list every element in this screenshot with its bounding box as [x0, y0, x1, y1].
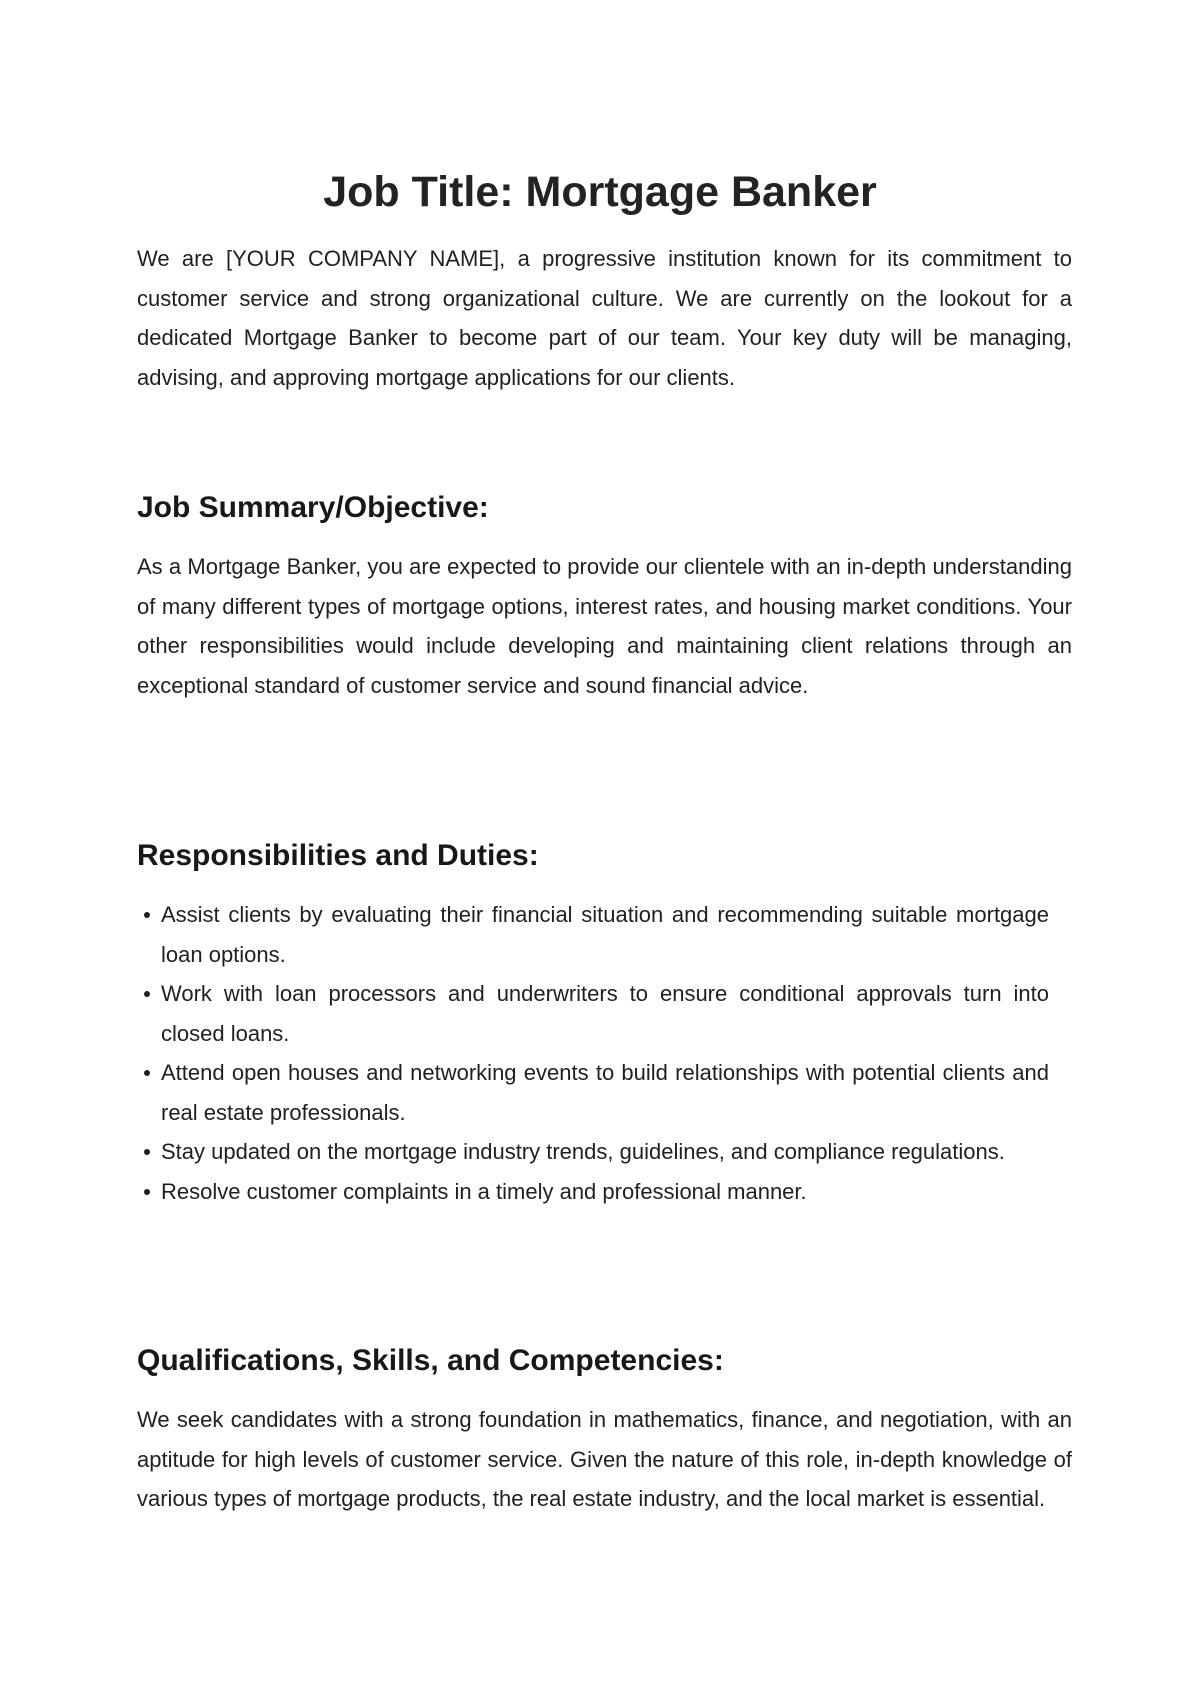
qualifications-paragraph: We seek candidates with a strong foundation in mathematics, finance, and negotiation, with an aptitude for high levels of customer service. Given the nature of this role, in-depth knowledge of various types of mortgage products, the real estate industry, and the local market is essential.: [137, 1407, 1072, 1511]
list-item: [137, 1132, 1049, 1172]
qualifications-heading: Qualifications, Skills, and Competencies:: [137, 1344, 724, 1377]
intro-paragraph: We are [YOUR COMPANY NAME], a progressive institution known for its commitment to customer service and strong organizational culture. We are currently on the lookout for a dedicated Mortgage Banker to become part of our team. Your key duty will be managing, advising, and approving mortgage applications for our clients.: [137, 246, 1072, 390]
list-item: [137, 974, 1049, 1053]
bullet-icon: [144, 912, 150, 918]
job-summary-heading: Job Summary/Objective:: [137, 491, 489, 524]
list-item-text: Attend open houses and networking events to build relationships with potential clients and real estate professionals.: [161, 1060, 1049, 1125]
document-title: Job Title: Mortgage Banker: [323, 168, 877, 216]
list-item-text: Stay updated on the mortgage industry trends, guidelines, and compliance regulations.: [161, 1139, 1005, 1164]
list-item-text: Assist clients by evaluating their financial situation and recommending suitable mortgage loan options.: [161, 902, 1049, 967]
bullet-icon: [144, 991, 150, 997]
responsibilities-list: [137, 895, 1049, 1211]
bullet-icon: [144, 1070, 150, 1076]
responsibilities-heading: Responsibilities and Duties:: [137, 839, 539, 872]
list-item: [137, 1172, 1049, 1212]
list-item: [137, 895, 1049, 974]
job-summary-paragraph: As a Mortgage Banker, you are expected to provide our clientele with an in-depth understanding of many different types of mortgage options, interest rates, and housing market conditions. Your other responsibilities would include developing and maintaining client relations through an exceptional standard of customer service and sound financial advice.: [137, 554, 1072, 698]
list-item-text: Resolve customer complaints in a timely and professional manner.: [161, 1178, 807, 1204]
list-item: [137, 1053, 1049, 1132]
bullet-icon: [144, 1149, 150, 1155]
bullet-icon: [144, 1189, 150, 1195]
list-item-text: Work with loan processors and underwriters to ensure conditional approvals turn into closed loans.: [161, 981, 1049, 1046]
